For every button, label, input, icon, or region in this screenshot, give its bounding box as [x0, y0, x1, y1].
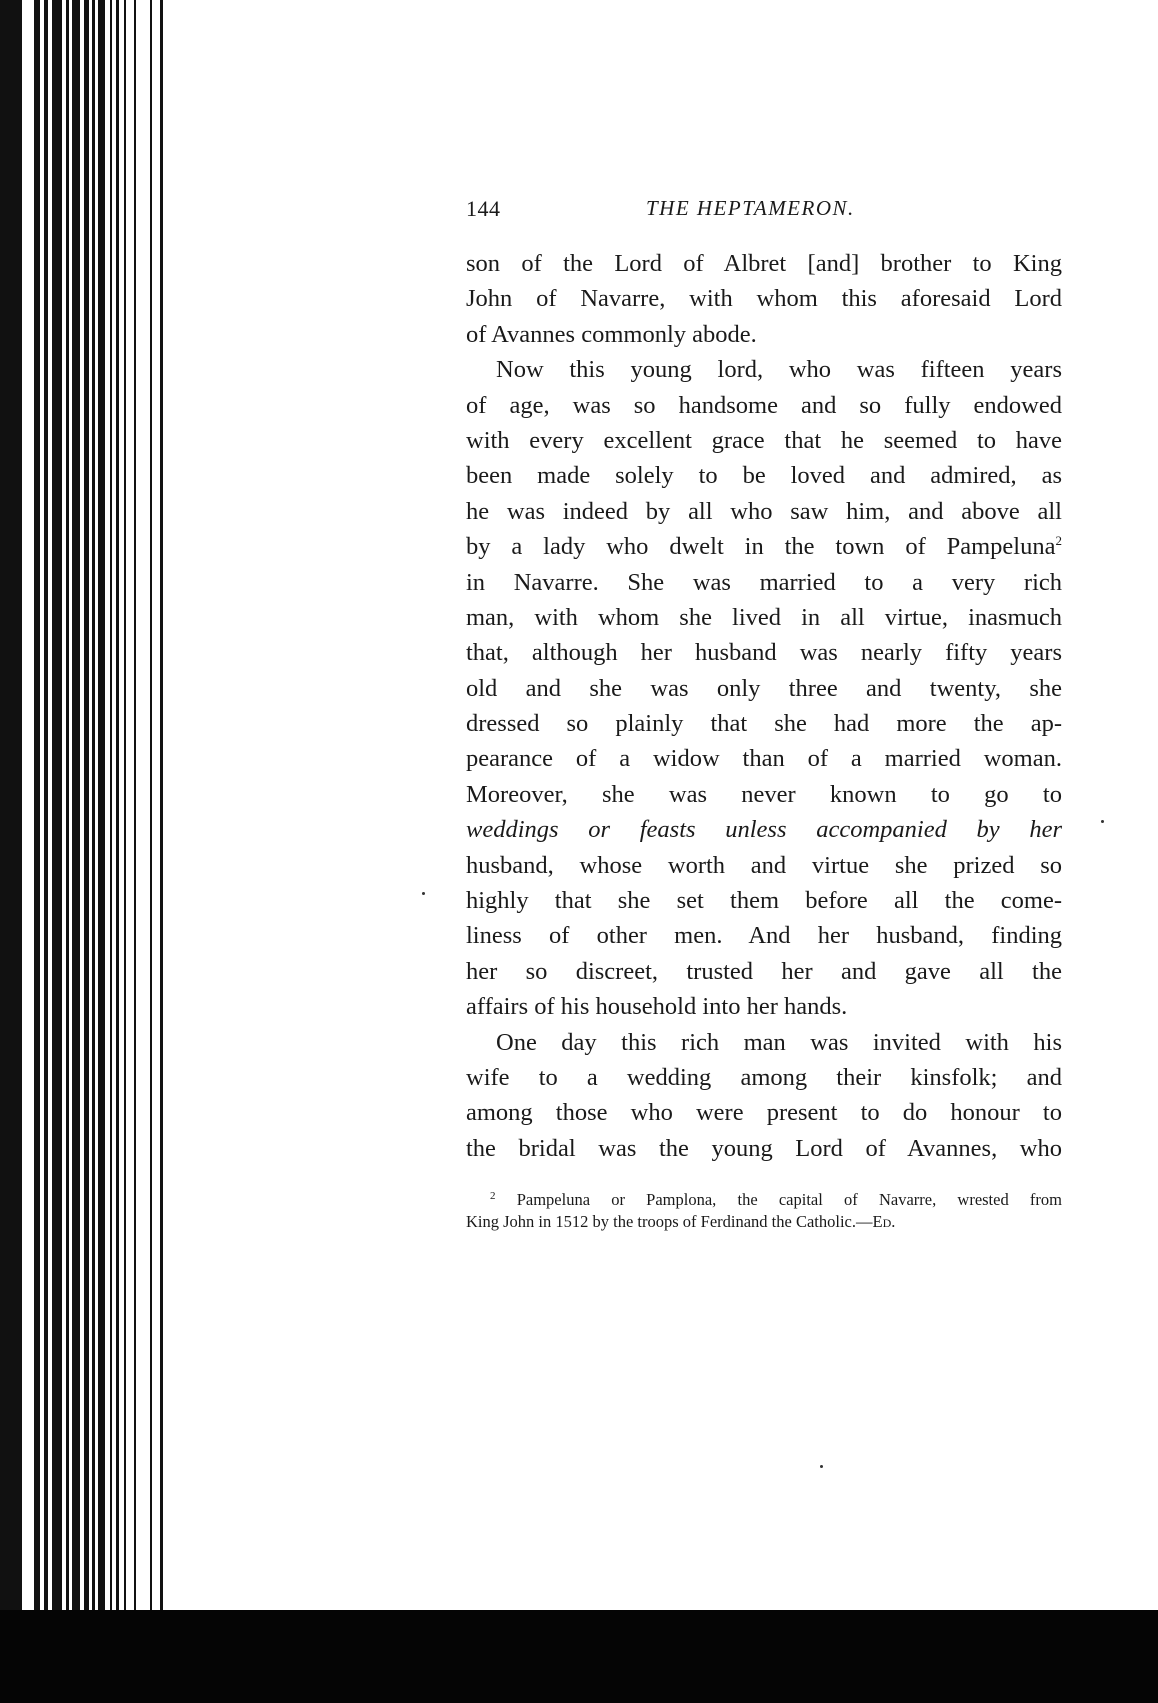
text-line: husband, whose worth and virtue she prized so: [466, 851, 1062, 879]
page-edge-stripe: [52, 0, 62, 1610]
text-line: One day this rich man was invited with his: [496, 1028, 1062, 1056]
page-edge-stripe: [110, 0, 112, 1610]
editor-abbreviation: Ed.: [872, 1212, 896, 1231]
text-line: Now this young lord, who was fifteen years: [496, 356, 1062, 384]
running-header: [466, 196, 1062, 226]
body-text: [466, 246, 1062, 1166]
text-line: affairs of his household into her hands.: [466, 993, 848, 1021]
footnote-text: King John in 1512 by the troops of Ferdinand the Catholic.—: [466, 1212, 873, 1231]
footnote-reference: 2: [1055, 533, 1062, 549]
text-line: of age, was so handsome and so fully endowed: [466, 391, 1062, 419]
text-line-with-footnote: [466, 529, 1062, 564]
page-edge-stripe: [124, 0, 126, 1610]
text-line: man, with whom she lived in all virtue, inasmuch: [466, 603, 1062, 631]
text-line: son of the Lord of Albret [and] brother to King: [466, 250, 1062, 277]
footnote-line: [466, 1211, 1062, 1233]
page-edge-stripe: [34, 0, 40, 1610]
text-line: pearance of a widow than of a married woman.: [466, 745, 1062, 773]
margin-speck: [820, 1465, 823, 1468]
text-line: Moreover, she was never known to go to: [466, 780, 1062, 808]
text-line: among those who were present to do honour to: [466, 1099, 1062, 1127]
text-line: that, although her husband was nearly fifty years: [466, 639, 1062, 667]
footnote-text: Pampeluna or Pamplona, the capital of Navarre, wrested from: [516, 1190, 1062, 1209]
page-edge-stripe: [134, 0, 136, 1610]
footnote: [466, 1189, 1062, 1233]
page-edge-stripe: [0, 0, 22, 1610]
text-line: of Avannes commonly abode.: [466, 320, 757, 348]
text-line: highly that she set them before all the come-: [466, 887, 1062, 915]
text-line: old and she was only three and twenty, she: [466, 674, 1062, 702]
text-line: he was indeed by all who saw him, and above all: [466, 497, 1062, 525]
text-line: the bridal was the young Lord of Avannes, who: [466, 1134, 1062, 1162]
footnote-marker: 2: [490, 1190, 496, 1202]
page-edge-stripe: [72, 0, 80, 1610]
text-line: wife to a wedding among their kinsfolk; and: [466, 1063, 1062, 1091]
page-edge-stripe: [66, 0, 69, 1610]
text-line-italic: weddings or feasts unless accompanied by her: [466, 816, 1062, 844]
text-line: dressed so plainly that she had more the ap-: [466, 710, 1062, 738]
page-edge-stripe: [150, 0, 152, 1610]
text-line: been made solely to be loved and admired, as: [466, 462, 1062, 490]
margin-speck: [1101, 820, 1104, 823]
margin-speck: [422, 892, 425, 895]
book-binding-edge: [0, 0, 180, 1610]
page-edge-stripe: [160, 0, 163, 1610]
footnote-line: [466, 1189, 1062, 1211]
text-line-content: by a lady who dwelt in the town of Pampeluna: [466, 533, 1056, 561]
text-line: John of Navarre, with whom this aforesaid Lord: [466, 285, 1062, 313]
page-number: 144: [466, 196, 501, 221]
page-edge-stripe: [92, 0, 95, 1610]
text-line: with every excellent grace that he seemed to have: [466, 426, 1062, 454]
scan-bottom-shadow: [0, 1610, 1158, 1703]
page-edge-stripe: [84, 0, 89, 1610]
text-line: in Navarre. She was married to a very rich: [466, 568, 1062, 596]
page-edge-stripe: [116, 0, 119, 1610]
running-title: THE HEPTAMERON.: [646, 196, 855, 220]
page-edge-stripe: [98, 0, 105, 1610]
text-line: her so discreet, trusted her and gave all the: [466, 957, 1062, 985]
text-line: liness of other men. And her husband, finding: [466, 922, 1062, 950]
page-edge-stripe: [44, 0, 48, 1610]
